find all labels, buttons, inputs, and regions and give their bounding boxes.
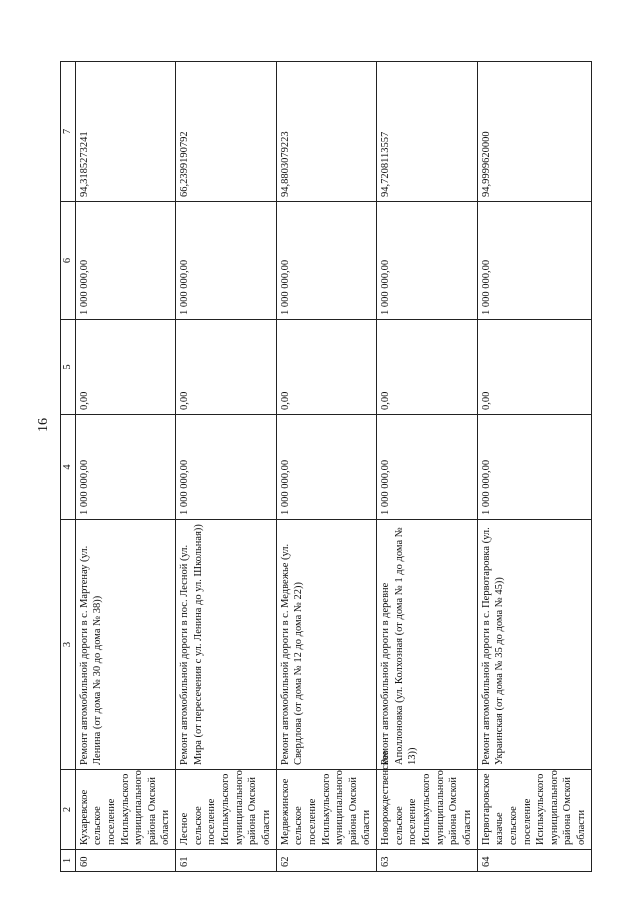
amount-cell: 1 000 000,00 (477, 202, 591, 320)
percent-cell: 94,7208113557 (377, 62, 477, 202)
amount-cell: 0,00 (477, 320, 591, 415)
amount-cell: 0,00 (377, 320, 477, 415)
settlement-cell: Новорождественское сельское поселение Исилькульского муниципального района Омской области (377, 770, 477, 850)
amount-cell: 0,00 (176, 320, 276, 415)
data-table (60, 61, 592, 872)
settlement-cell: Медвежинское сельское поселение Исилькульского муниципального района Омской области (276, 770, 376, 850)
settlement-cell: Лесное сельское поселение Исилькульского муниципального района Омской области (176, 770, 276, 850)
header-row (61, 62, 76, 872)
col-header-3: 3 (61, 520, 76, 770)
amount-cell: 1 000 000,00 (377, 202, 477, 320)
amount-cell: 1 000 000,00 (176, 415, 276, 520)
table-container (60, 62, 588, 872)
work-description-cell: Ремонт автомобильной дороги в с. Первотаровка (ул. Украинская (от дома № 35 до дома № 45)) (477, 520, 591, 770)
amount-cell: 1 000 000,00 (276, 202, 376, 320)
col-header-4: 4 (61, 415, 76, 520)
page-number: 16 (36, 418, 51, 432)
amount-cell: 0,00 (75, 320, 175, 415)
col-header-2: 2 (61, 770, 76, 850)
col-header-1: 1 (61, 850, 76, 872)
work-description-cell: Ремонт автомобильной дороги в с. Медвежье (ул. Свердлова (от дома № 12 до дома № 22)) (276, 520, 376, 770)
row-number: 63 (377, 850, 477, 872)
settlement-cell: Кухаревское сельское поселение Исилькульского муниципального района Омской области (75, 770, 175, 850)
amount-cell: 1 000 000,00 (276, 415, 376, 520)
row-number: 62 (276, 850, 376, 872)
row-number: 61 (176, 850, 276, 872)
table-row (75, 62, 175, 872)
row-number: 60 (75, 850, 175, 872)
amount-cell: 1 000 000,00 (75, 202, 175, 320)
amount-cell: 1 000 000,00 (75, 415, 175, 520)
percent-cell: 94,9999620000 (477, 62, 591, 202)
work-description-cell: Ремонт автомобильной дороги в деревне Аполлоновка (ул. Колхозная (от дома № 1 до дома № 13)) (377, 520, 477, 770)
percent-cell: 66,2399190792 (176, 62, 276, 202)
table-row (276, 62, 376, 872)
table-row (477, 62, 591, 872)
amount-cell: 1 000 000,00 (176, 202, 276, 320)
amount-cell: 1 000 000,00 (477, 415, 591, 520)
amount-cell: 1 000 000,00 (377, 415, 477, 520)
settlement-cell: Первотаровское казачье сельское поселение Исилькульского муниципального района Омской области (477, 770, 591, 850)
percent-cell: 94,8803079223 (276, 62, 376, 202)
percent-cell: 94,3185273241 (75, 62, 175, 202)
col-header-7: 7 (61, 62, 76, 202)
col-header-5: 5 (61, 320, 76, 415)
row-number: 64 (477, 850, 591, 872)
work-description-cell: Ремонт автомобильной дороги в пос. Лесной (ул. Мира (от пересечения с ул. Ленина до ул. Школьная)) (176, 520, 276, 770)
table-row (176, 62, 276, 872)
amount-cell: 0,00 (276, 320, 376, 415)
col-header-6: 6 (61, 202, 76, 320)
table-row (377, 62, 477, 872)
work-description-cell: Ремонт автомобильной дороги в с. Мартенау (ул. Ленина (от дома № 30 до дома № 38)) (75, 520, 175, 770)
